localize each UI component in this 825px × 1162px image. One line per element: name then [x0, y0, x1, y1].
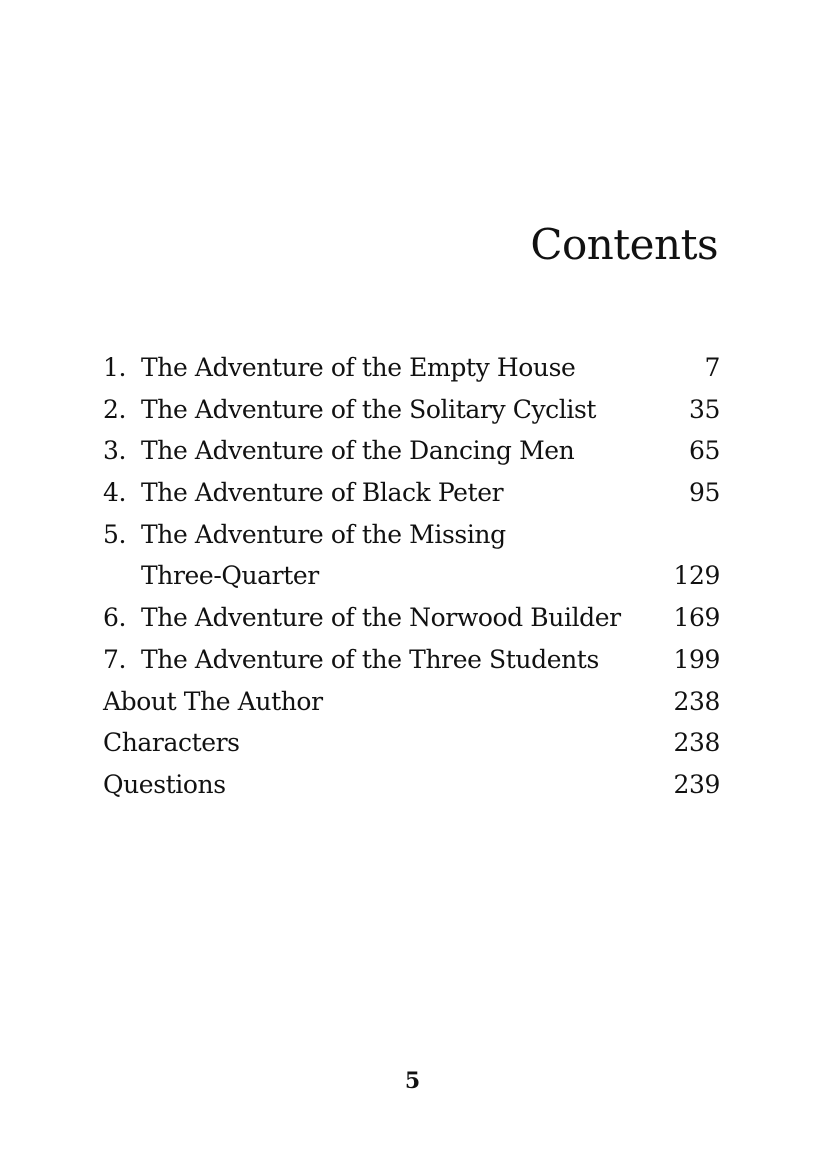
- toc-entry-page: 238: [673, 728, 720, 758]
- toc-entry-continuation: [103, 555, 720, 597]
- toc-entry: [103, 681, 720, 723]
- toc-entry-title: Characters: [103, 728, 240, 758]
- page-number: 5: [404, 1068, 421, 1094]
- toc-entry-page: 7: [704, 353, 720, 382]
- toc-entry-page: 238: [673, 686, 720, 716]
- toc-entry: [103, 389, 720, 431]
- toc-entry-number: 5.: [103, 519, 127, 549]
- toc-entry: [103, 514, 720, 556]
- toc-entry-page: 35: [688, 394, 720, 424]
- toc-entry-title: The Adventure of the Norwood Builder: [141, 603, 621, 633]
- toc-entry-number: 6.: [103, 603, 127, 633]
- toc-entry: [103, 472, 720, 514]
- toc-entry-number: 2.: [103, 394, 127, 424]
- toc-entry-title: The Adventure of Black Peter: [141, 478, 504, 508]
- toc-entry: [103, 597, 720, 639]
- toc-entry-title: The Adventure of the Three Students: [141, 644, 599, 674]
- toc-entry-number: 4.: [103, 478, 127, 508]
- toc-entry: [103, 347, 720, 389]
- toc-entry-title: The Adventure of the Empty House: [141, 353, 576, 382]
- toc-entry-title: Questions: [103, 769, 226, 799]
- toc-entry-page: 239: [673, 769, 720, 799]
- toc-entry-page: 95: [688, 478, 720, 508]
- toc-entry-page: 169: [673, 603, 720, 633]
- toc-entry-title: About The Author: [103, 686, 323, 716]
- toc-entry-page: 199: [673, 644, 720, 674]
- toc-entry-title: The Adventure of the Solitary Cyclist: [141, 394, 597, 424]
- toc-entry-number: 7.: [103, 644, 127, 674]
- toc-entry-title: Three-Quarter: [141, 561, 319, 591]
- toc-entry: [103, 639, 720, 681]
- toc-entry: [103, 722, 720, 764]
- toc-entry: [103, 430, 720, 472]
- toc-entry-number: 1.: [103, 353, 127, 382]
- table-of-contents: [103, 347, 720, 806]
- toc-entry-title: The Adventure of the Dancing Men: [141, 436, 575, 466]
- toc-entry-page: 129: [673, 561, 720, 591]
- page-title: Contents: [530, 220, 718, 269]
- toc-entry: [103, 764, 720, 806]
- toc-entry-number: 3.: [103, 436, 127, 466]
- toc-entry-page: 65: [688, 436, 720, 466]
- toc-entry-title: The Adventure of the Missing: [141, 519, 506, 549]
